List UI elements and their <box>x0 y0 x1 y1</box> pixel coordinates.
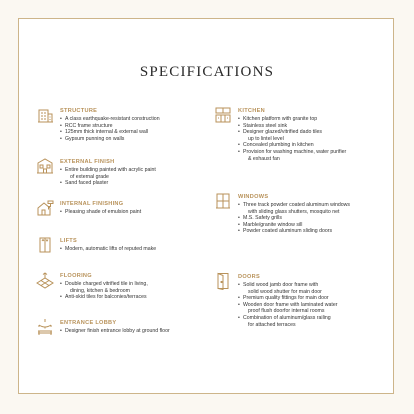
spec-item-text: Designer glazed/vitrified dado tiles <box>243 129 323 136</box>
bullet-icon: • <box>238 301 240 308</box>
bullet-icon: • <box>238 142 240 149</box>
spec-item <box>238 215 350 222</box>
spec-item <box>238 295 337 302</box>
bullet-icon: • <box>238 129 240 136</box>
spec-item-text: of external grade <box>70 173 109 180</box>
bullet-icon: • <box>238 228 240 235</box>
spec-item-text: 125mm thick internal & external wall <box>65 129 149 136</box>
bullet-icon: • <box>238 221 240 228</box>
spec-item <box>238 302 337 315</box>
spec-item-text: Wooden door frame with laminated water <box>243 301 338 308</box>
bullet-icon: • <box>238 314 240 321</box>
spec-item-text: Provision for washing machine, water purifier <box>243 148 347 155</box>
bullet-icon: • <box>60 129 62 136</box>
spec-item-text: up to lintel level <box>248 135 284 142</box>
bullet-icon: • <box>238 202 240 208</box>
section-heading: LIFTS <box>60 238 78 244</box>
bullet-icon: • <box>60 328 62 334</box>
spec-item-text: RCC frame structure <box>65 122 113 129</box>
spec-item-text: Three track powder coated aluminum windows <box>243 202 350 208</box>
spec-item <box>60 328 170 335</box>
section-heading: WINDOWS <box>238 194 269 200</box>
spec-item-text: with sliding glass shutters, mosquito net <box>248 208 340 215</box>
spec-item-text: proof flush doorfor internal rooms <box>248 308 325 315</box>
flooring-tiles-icon <box>36 271 54 289</box>
spec-item <box>238 282 337 295</box>
spec-item <box>60 281 148 294</box>
bullet-icon: • <box>238 215 240 222</box>
spec-item <box>238 142 346 149</box>
section-heading: STRUCTURE <box>60 108 98 114</box>
spec-item <box>60 246 156 253</box>
bullet-icon: • <box>238 282 240 288</box>
spec-item-text: Combination of aluminum/glass railing <box>243 314 331 321</box>
spec-item-text: & exhaust fan <box>248 155 280 162</box>
building-icon <box>36 106 54 124</box>
spec-item-text: Stainless steel sink <box>243 122 288 129</box>
spec-item-text: Kitchen platform with granite top <box>243 116 318 122</box>
spec-item-text: for attached terraces <box>248 321 296 328</box>
door-icon <box>214 272 232 290</box>
section-heading: FLOORING <box>60 273 92 279</box>
spec-item-text: Powder coated aluminum sliding doors <box>243 228 333 235</box>
bullet-icon: • <box>60 122 62 129</box>
spec-item <box>60 136 160 143</box>
spec-item-text: Premium quality fittings for main door <box>243 295 329 302</box>
bullet-icon: • <box>60 116 62 122</box>
spec-item-text: Entire building painted with acrylic paint <box>65 167 156 173</box>
spec-item-text: Gypsum punning on walls <box>65 135 125 142</box>
bullet-icon: • <box>60 209 62 215</box>
section-heading: DOORS <box>238 274 261 280</box>
spec-item-text: solid wood shutter for main door <box>248 288 322 295</box>
spec-item-text: Double charged vitrified tile in living, <box>65 281 148 287</box>
lobby-chandelier-icon <box>36 318 54 336</box>
bullet-icon: • <box>60 135 62 142</box>
spec-item-text: Concealed plumbing in kitchen <box>243 142 314 149</box>
spec-item <box>238 315 337 328</box>
bullet-icon: • <box>60 294 62 301</box>
section-heading: KITCHEN <box>238 108 265 114</box>
bullet-icon: • <box>60 281 62 287</box>
spec-item <box>60 129 160 136</box>
bullet-icon: • <box>238 295 240 302</box>
spec-item <box>238 123 346 130</box>
spec-item-text: M.S. Safety grills <box>243 215 282 222</box>
spec-item <box>238 149 346 162</box>
spec-item-text: Pleasing shade of emulsion paint <box>65 209 142 215</box>
spec-item-text: Solid wood jamb door frame with <box>243 282 319 288</box>
spec-item-text: A class earthquake-resistant construction <box>65 116 160 122</box>
spec-item <box>238 129 346 142</box>
bullet-icon: • <box>238 122 240 129</box>
spec-item <box>238 116 346 123</box>
spec-item <box>238 228 350 235</box>
page-title: SPECIFICATIONS <box>139 64 275 80</box>
spec-item <box>60 123 160 130</box>
spec-item <box>60 294 148 301</box>
section-heading: ENTRANCE LOBBY <box>60 320 117 326</box>
section-heading: EXTERNAL FINISH <box>60 159 115 165</box>
spec-item-text: dining, kitchen & bedroom <box>70 287 130 294</box>
spec-item-text: Designer finish entrance lobby at ground floor <box>65 328 170 334</box>
spec-item <box>238 222 350 229</box>
paint-house-icon <box>36 199 54 217</box>
spec-item <box>60 167 156 180</box>
lift-icon <box>36 236 54 254</box>
building-facade-icon <box>36 157 54 175</box>
spec-item <box>60 116 160 123</box>
bullet-icon: • <box>60 246 62 252</box>
bullet-icon: • <box>238 116 240 122</box>
spec-item <box>60 209 141 216</box>
spec-item-text: Sand faced plaster <box>65 180 109 187</box>
spec-item-text: Marble/granite window sill <box>243 221 303 228</box>
bullet-icon: • <box>60 167 62 173</box>
window-icon <box>214 192 232 210</box>
spec-item <box>238 202 350 215</box>
spec-item-text: Anti-skid tiles for balconies/terraces <box>65 294 147 301</box>
spec-item-text: Modern, automatic lifts of reputed make <box>65 246 157 252</box>
kitchen-icon <box>214 106 232 124</box>
spec-item <box>60 180 156 187</box>
bullet-icon: • <box>238 148 240 155</box>
bullet-icon: • <box>60 180 62 187</box>
section-heading: INTERNAL FINISHING <box>60 201 124 207</box>
